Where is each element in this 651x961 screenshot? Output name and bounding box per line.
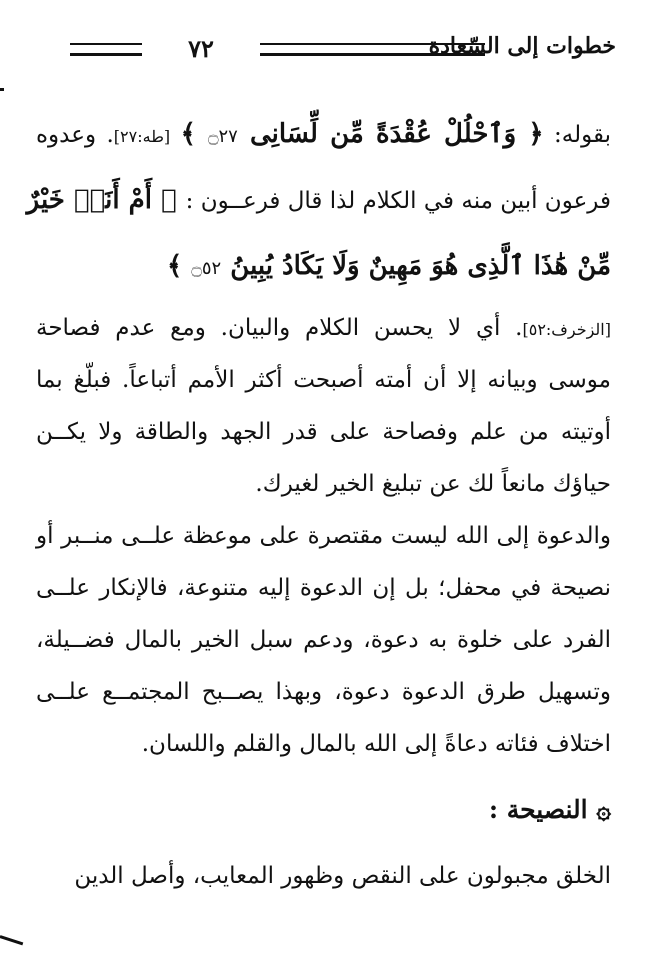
text-span: . وعدوه — [36, 122, 114, 148]
text-span: فرعون أبين منه في الكلام لذا قال فرعــون : — [185, 188, 611, 214]
section-heading — [489, 792, 611, 828]
ayah-number-mark: ۝٥٢ — [191, 258, 222, 279]
text-line-9: نصيحة في محفل؛ بل إن الدعوة إليه متنوعة، فالإنكار علــى — [36, 575, 611, 601]
text-line-12: اختلاف فئاته دعاةً إلى الله بالمال والقلم واللسان. — [141, 731, 611, 757]
text-line-3 — [167, 248, 611, 287]
text-line-4 — [36, 310, 611, 348]
quran-verse: ﴿ أَمْ أَنَا۠ خَيْرٌ — [26, 185, 186, 215]
page-header — [70, 34, 616, 64]
verse-reference: [طه:٢٧] — [113, 127, 171, 146]
text-line-2 — [26, 182, 611, 219]
quran-verse: مِّنْ هَٰذَا ٱلَّذِى هُوَ مَهِينٌ وَلَا يَكَادُ يُبِينُ — [221, 251, 611, 281]
text-line-6: أوتيته من علم وفصاحة على قدر الجهد والطاقة ولا يكــن — [36, 419, 611, 445]
text-line-5: موسى وبيانه إلا أن أمته أصبحت أكثر الأمم أتباعاً. فبلّغ بما — [36, 367, 611, 393]
text-span: بقوله: — [553, 122, 611, 148]
text-line-1 — [36, 116, 611, 155]
text-line-7: حياؤك مانعاً لك عن تبليغ الخير لغيرك. — [255, 471, 611, 497]
margin-mark — [0, 88, 4, 91]
quran-bracket: ﴾ — [167, 251, 192, 281]
text-line-13: الخلق مجبولون على النقص وظهور المعايب، وأصل الدين — [74, 863, 611, 889]
text-line-11: وتسهيل طرق الدعوة دعوة، وبهذا يصــبح المجتمــع علــى — [36, 679, 611, 705]
margin-mark — [0, 935, 23, 945]
text-line-10: الفرد على خلوة به دعوة، ودعم سبل الخير بالمال فضــيلة، — [36, 627, 611, 653]
verse-reference: [الزخرف:٥٢] — [522, 320, 611, 339]
ayah-number-mark: ۝٢٧ — [207, 126, 238, 147]
quran-bracket: ﴾ — [180, 119, 208, 149]
header-rule-left — [70, 43, 142, 56]
page-number: ٧٢ — [188, 34, 214, 63]
text-span: . أي لا يحسن الكلام والبيان. ومع عدم فصاحة — [36, 315, 523, 341]
book-title: خطوات إلى السّعادة — [428, 33, 616, 59]
flower-icon: ۞ — [596, 795, 611, 824]
text-line-8: والدعوة إلى الله ليست مقتصرة على موعظة علــى منــبر أو — [36, 523, 611, 549]
quran-verse: ﴿ وَٱحْلُلْ عُقْدَةً مِّن لِّسَانِى — [237, 119, 544, 149]
section-heading-text: النصيحة : — [488, 795, 588, 824]
